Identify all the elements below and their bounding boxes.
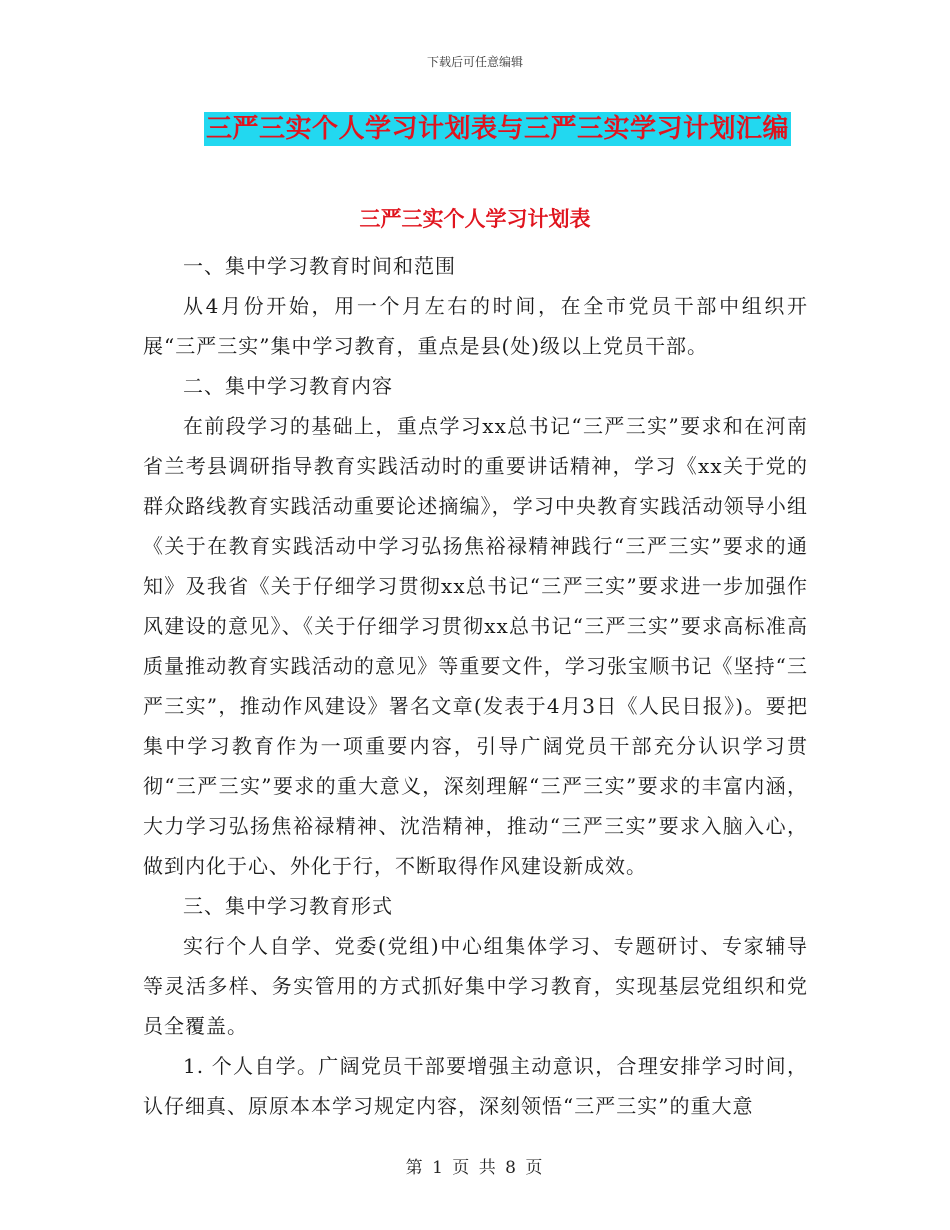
paragraph: 实行个人自学、党委(党组)中心组集体学习、专题研讨、专家辅导等灵活多样、务实管用的方式抓好集中学习教育，实现基层党组织和党员全覆盖。	[143, 934, 808, 1038]
section-heading-2: 二、集中学习教育内容	[183, 374, 393, 398]
page-header: 下载后可任意编辑	[426, 55, 523, 69]
document-body	[143, 246, 808, 1126]
section-heading-3: 三、集中学习教育形式	[183, 894, 393, 918]
page-footer: 第 1 页 共 8 页	[405, 1158, 545, 1178]
paragraph: 在前段学习的基础上，重点学习xx总书记“三严三实”要求和在河南省兰考县调研指导教育实践活动时的重要讲话精神，学习《xx关于党的群众路线教育实践活动重要论述摘编》，学习中央教育实践活动领导小组《关于在教育实践活动中学习弘扬焦裕禄精神践行“三严三实”要求的通知》及我省《关于仔细学习贯彻xx总书记“三严三实”要求进一步加强作风建设的意见》、《关于仔细学习贯彻xx总书记“三严三实”要求高标准高质量推动教育实践活动的意见》等重要文件，学习张宝顺书记《坚持“三严三实”，推动作风建设》署名文章(发表于4月3日《人民日报》)。要把集中学习教育作为一项重要内容，引导广阔党员干部充分认识学习贯彻“三严三实”要求的重大意义，深刻理解“三严三实”要求的丰富内涵，大力学习弘扬焦裕禄精神、沈浩精神，推动“三严三实”要求入脑入心，做到内化于心、外化于行，不断取得作风建设新成效。	[143, 414, 808, 878]
sub-title: 三严三实个人学习计划表	[359, 207, 591, 231]
paragraph: 从4月份开始，用一个月左右的时间，在全市党员干部中组织开展“三严三实”集中学习教育，重点是县(处)级以上党员干部。	[143, 294, 808, 358]
paragraph: 1. 个人自学。广阔党员干部要增强主动意识，合理安排学习时间，认仔细真、原原本本学习规定内容，深刻领悟“三严三实”的重大意	[143, 1054, 808, 1118]
main-title: 三严三实个人学习计划表与三严三实学习计划汇编	[205, 114, 789, 144]
main-title-container	[0, 112, 950, 146]
section-heading-1: 一、集中学习教育时间和范围	[183, 254, 456, 278]
